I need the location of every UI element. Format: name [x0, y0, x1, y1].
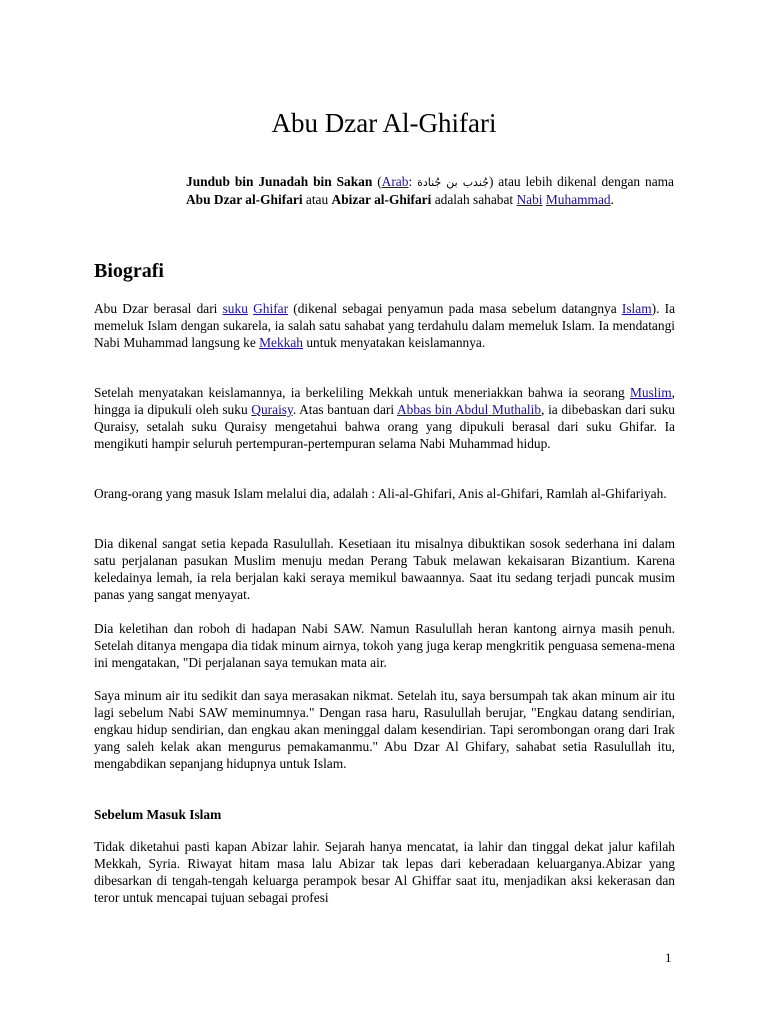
paragraph-text: Setelah menyatakan keislamannya, ia berkeliling Mekkah untuk meneriakkan bahwa ia seorang: [94, 385, 630, 400]
paragraph-text: . Atas bantuan dari: [292, 402, 397, 417]
paragraph-5: Dia keletihan dan roboh di hadapan Nabi SAW. Namun Rasulullah heran kantong airnya masih penuh. Setelah ditanya mengapa dia tidak minum airnya, tokoh yang juga kerap mengkritik penguasa semena-mena ini mengatakan, "Di perjalanan saya temukan mata air.: [94, 621, 675, 670]
link-muslim[interactable]: Muslim: [629, 385, 672, 400]
link-abbas-bin-abdul-muthalib[interactable]: Abbas bin Abdul Muthalib: [397, 402, 542, 417]
section-heading-biografi: Biografi: [94, 260, 164, 282]
paragraph-text: ). Ia memeluk Islam dengan sukarela, ia salah satu sahabat yang terdahulu dalam memeluk Islam. Ia mendatangi Nabi Muhammad langsung ke: [94, 301, 676, 350]
link-muhammad[interactable]: Muhammad: [545, 192, 611, 207]
intro-text: adalah sahabat: [431, 192, 517, 207]
paragraph-text: , ia dibebaskan dari suku Quraisy, setalah suku Quraisy mengetahui bahwa orang yang dipukuli berasal dari suku Ghifar. Ia mengikuti hampir seluruh pertempuran-pertempuran selama Nabi Muhammad hidup.: [94, 402, 675, 451]
intro-text: (: [372, 174, 382, 189]
paragraph-text: (dikenal sebagai penyamun pada masa sebelum datangnya: [288, 301, 622, 316]
page-number: 1: [665, 950, 672, 965]
paragraph-6: Saya minum air itu sedikit dan saya merasakan nikmat. Setelah itu, saya bersumpah tak akan minum air itu lagi sebelum Nabi SAW meminumnya." Dengan rasa haru, Rasulullah berujar, "Engkau datang sendirian, engkau hidup sendirian, dan engkau akan meninggal dalam kesendirian. Tapi serombongan orang dari Irak yang saleh kelak akan mengurus pemakamanmu." Abu Dzar Al Ghifary, sahabat setia Rasulullah itu, mengabdikan sepanjang hidupnya untuk Islam.: [94, 688, 675, 771]
intro-text: .: [610, 192, 614, 207]
intro-name-3: Abizar al-Ghifari: [331, 192, 432, 207]
paragraph-text: untuk menyatakan keislamannya.: [303, 335, 486, 350]
intro-text: atau: [302, 192, 332, 207]
paragraph-text: , hingga ia dipukuli oleh suku: [94, 385, 675, 417]
intro-text: ) atau lebih dikenal dengan nama: [488, 174, 674, 189]
paragraph-text: Abu Dzar berasal dari: [94, 301, 223, 316]
document-title: Abu Dzar Al-Ghifari: [271, 108, 497, 138]
paragraph-2: [94, 384, 675, 452]
link-mekkah[interactable]: Mekkah: [259, 335, 304, 350]
paragraph-3: Orang-orang yang masuk Islam melalui dia, adalah : Ali-al-Ghifari, Anis al-Ghifari, Ramlah al-Ghifariyah.: [94, 486, 667, 501]
arabic-name: جُندب بن جُنادة: [417, 176, 489, 189]
paragraph-1: [94, 300, 675, 351]
subheading-sebelum-masuk-islam: Sebelum Masuk Islam: [94, 807, 222, 822]
intro-paragraph: [186, 173, 674, 208]
link-arab[interactable]: Arab: [381, 174, 409, 189]
link-quraisy[interactable]: Quraisy: [251, 402, 293, 417]
paragraph-7: Tidak diketahui pasti kapan Abizar lahir. Sejarah hanya mencatat, ia lahir dan tinggal dekat jalur kafilah Mekkah, Syria. Riwayat hitam masa lalu Abizar tak lepas dari keberadaan keluarganya.Abizar yang dibesarkan di tengah-tengah keluarga perampok besar Al Ghiffar saat itu, menjadikan aksi kekerasan dan teror untuk mencapai tujuan sebagai profesi: [94, 839, 675, 905]
intro-name: Jundub bin Junadah bin Sakan: [186, 174, 373, 189]
link-islam[interactable]: Islam: [621, 301, 652, 316]
paragraph-4: Dia dikenal sangat setia kepada Rasulullah. Kesetiaan itu misalnya dibuktikan sosok sederhana ini dalam satu perjalanan pasukan Muslim menuju medan Perang Tabuk melawan kekaisaran Bizantium. Karena keledainya lemah, ia rela berjalan kaki seraya memikul bawaannya. Saat itu sedang terjadi puncak musim panas yang sangat menyayat.: [94, 536, 675, 602]
intro-text: :: [408, 174, 418, 189]
link-nabi[interactable]: Nabi: [516, 192, 543, 207]
link-suku[interactable]: suku: [222, 301, 248, 316]
link-ghifar[interactable]: Ghifar: [253, 301, 289, 316]
intro-name-2: Abu Dzar al-Ghifari: [186, 192, 303, 207]
